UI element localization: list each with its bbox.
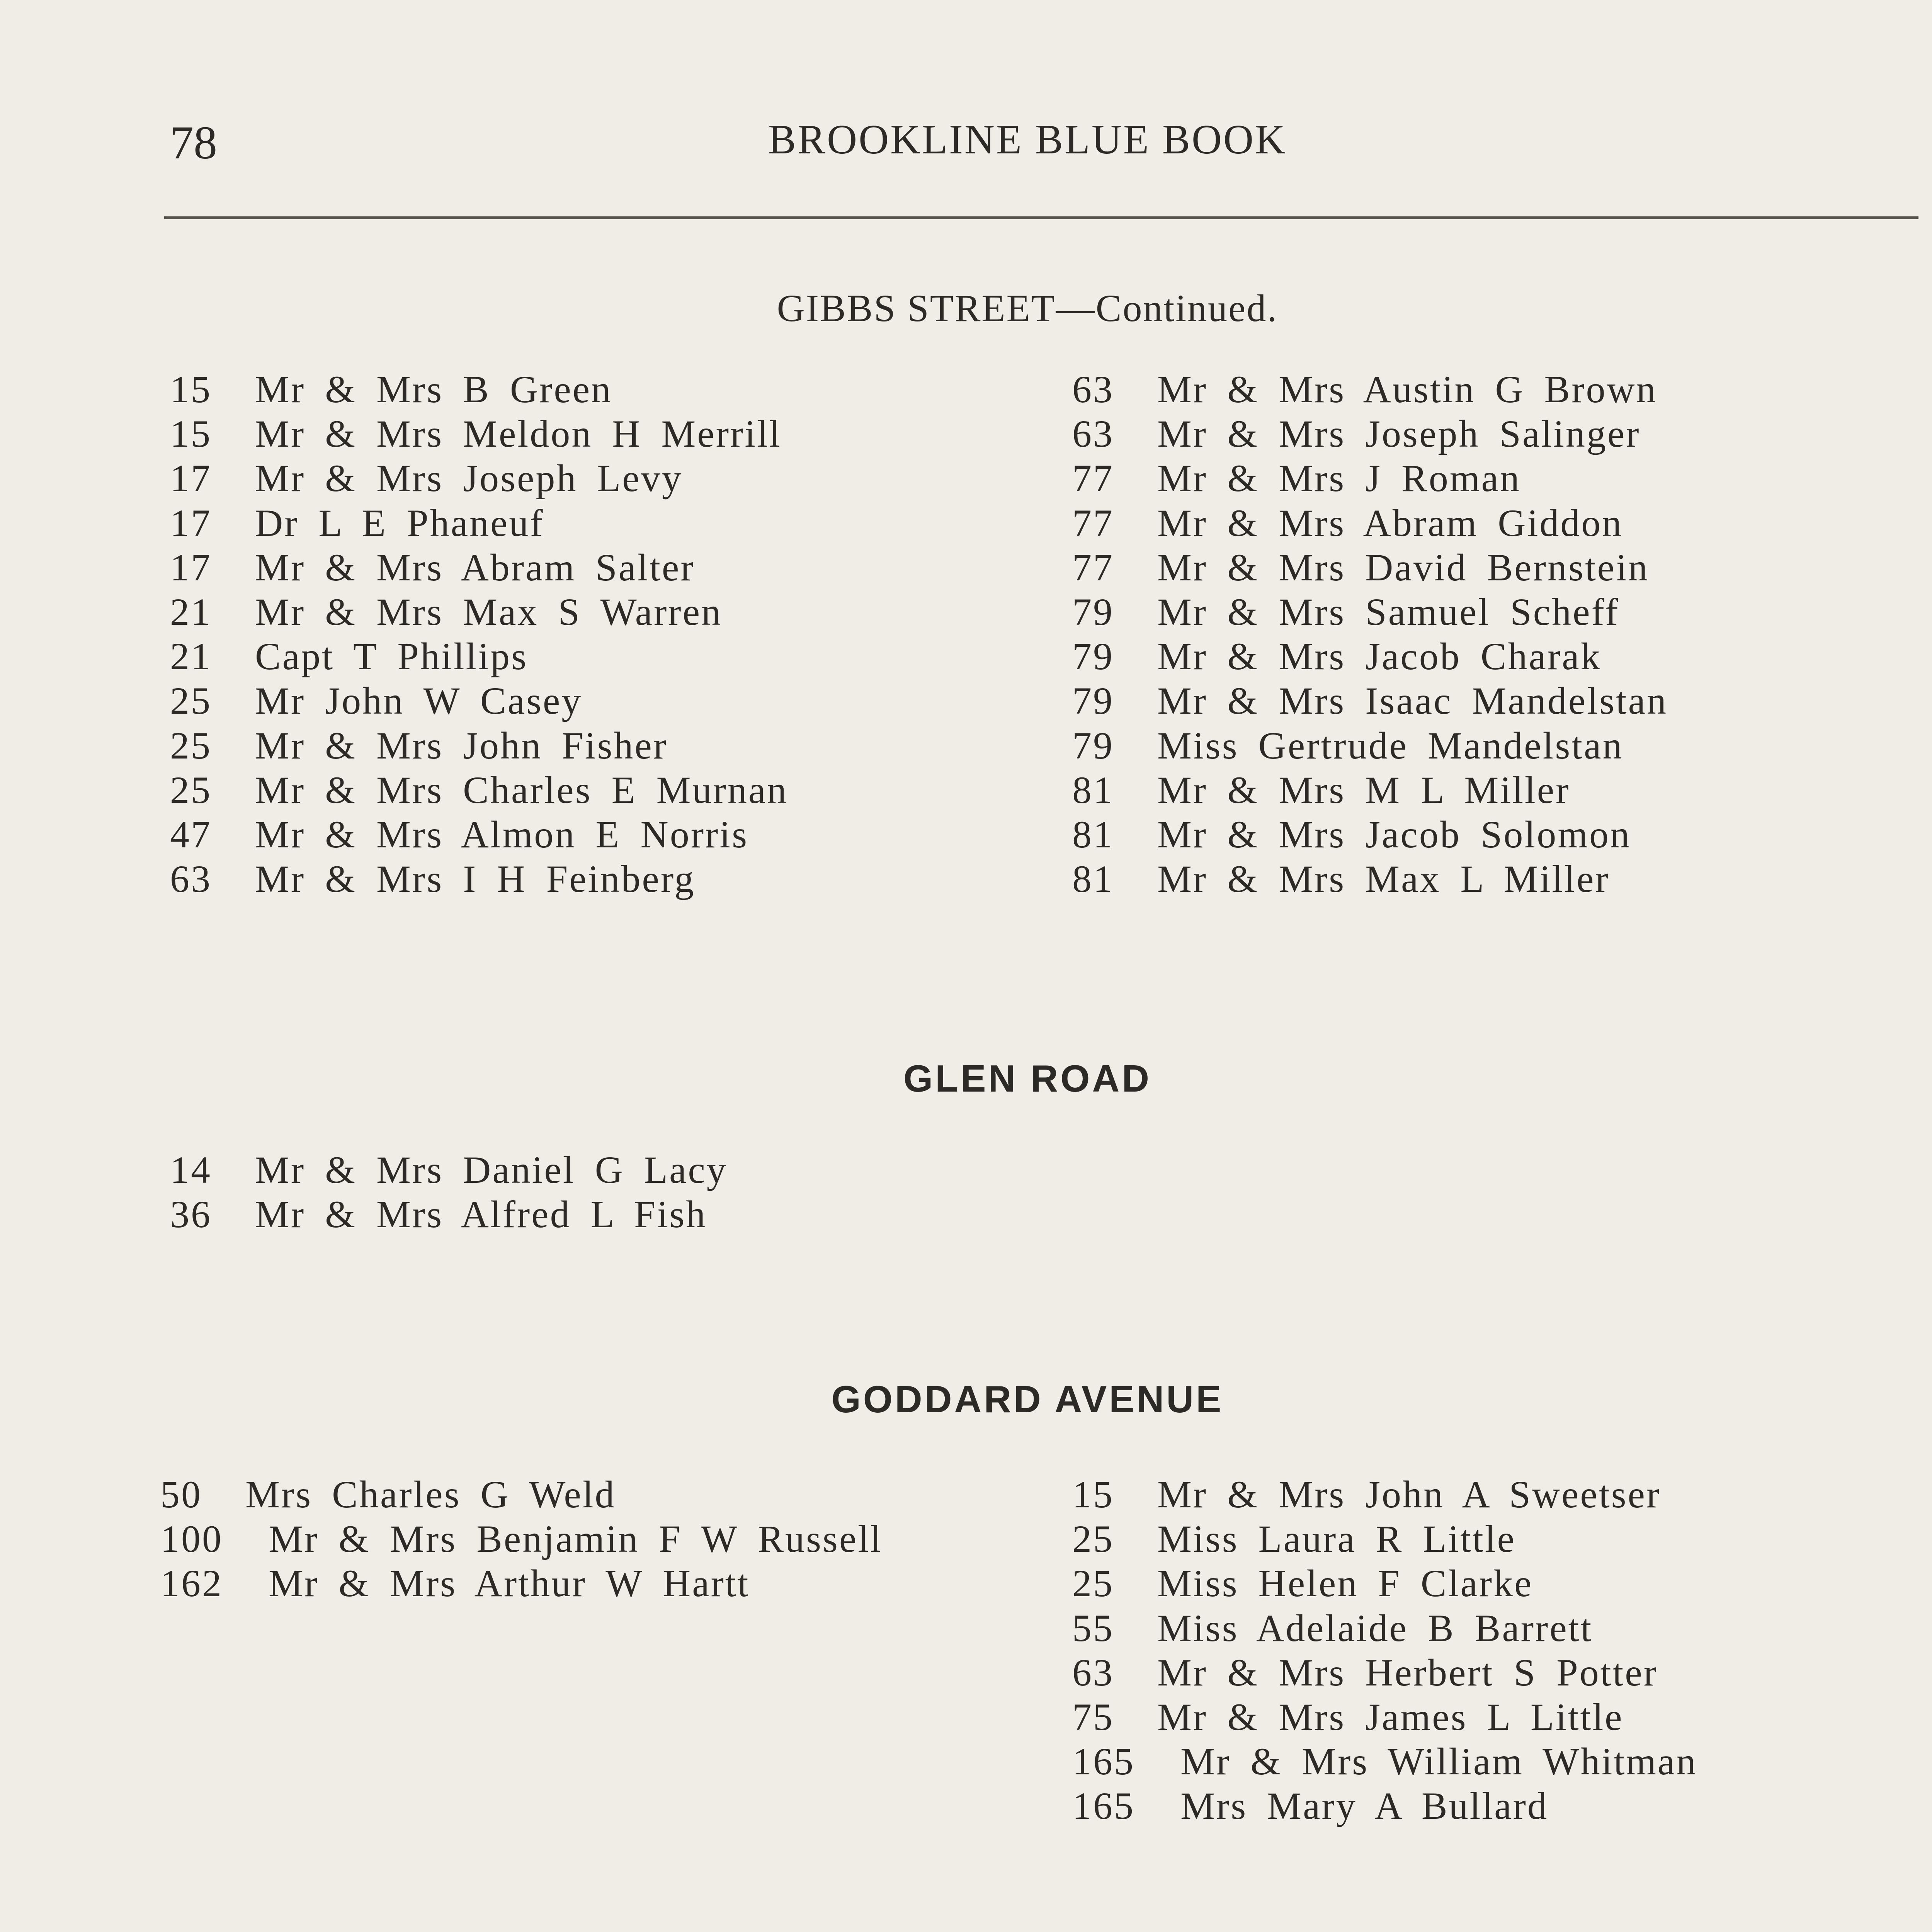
directory-entry — [1072, 1739, 1697, 1784]
house-number: 21 — [170, 590, 212, 633]
glen-road-left-list — [170, 1148, 728, 1236]
header-rule — [164, 216, 1918, 219]
directory-entry — [170, 545, 788, 590]
gibbs-street-left-list — [170, 367, 788, 901]
resident-name: Miss Helen F Clarke — [1157, 1562, 1533, 1605]
house-number: 63 — [1072, 412, 1114, 456]
resident-name: Mrs Mary A Bullard — [1180, 1784, 1548, 1828]
house-number: 75 — [1072, 1695, 1114, 1738]
directory-entry — [1072, 812, 1668, 857]
resident-name: Mr & Mrs Meldon H Merrill — [255, 412, 782, 456]
directory-entry — [170, 634, 788, 679]
directory-entry — [1072, 501, 1668, 545]
house-number: 17 — [170, 457, 212, 500]
house-number: 63 — [1072, 1651, 1114, 1694]
house-number: 79 — [1072, 590, 1114, 633]
house-number: 47 — [170, 813, 212, 856]
directory-entry — [170, 412, 788, 456]
resident-name: Mr & Mrs Max S Warren — [255, 590, 722, 633]
resident-name: Mr & Mrs Abram Salter — [255, 546, 695, 589]
resident-name: Mr & Mrs M L Miller — [1157, 768, 1570, 811]
resident-name: Mr & Mrs Max L Miller — [1157, 857, 1610, 901]
house-number: 77 — [1072, 457, 1114, 500]
resident-name: Miss Adelaide B Barrett — [1157, 1606, 1593, 1650]
gibbs-street-right-list — [1072, 367, 1668, 901]
directory-entry — [1072, 545, 1668, 590]
directory-entry — [170, 812, 788, 857]
section-title-goddard-avenue: GODDARD AVENUE — [831, 1378, 1224, 1420]
directory-entry — [1072, 768, 1668, 812]
directory-entry — [170, 456, 788, 500]
house-number: 63 — [1072, 368, 1114, 411]
directory-entry — [160, 1517, 883, 1561]
house-number: 50 — [160, 1473, 202, 1516]
house-number: 81 — [1072, 857, 1114, 901]
house-number: 15 — [170, 412, 212, 456]
directory-entry — [170, 501, 788, 545]
resident-name: Mr & Mrs James L Little — [1157, 1695, 1624, 1738]
house-number: 17 — [170, 501, 212, 544]
house-number: 55 — [1072, 1606, 1114, 1650]
house-number: 25 — [170, 724, 212, 767]
house-number: 165 — [1072, 1784, 1135, 1828]
house-number: 79 — [1072, 724, 1114, 767]
house-number: 165 — [1072, 1740, 1135, 1783]
directory-entry — [1072, 634, 1668, 679]
resident-name: Mr & Mrs I H Feinberg — [255, 857, 696, 901]
house-number: 100 — [160, 1517, 223, 1561]
resident-name: Mr & Mrs Abram Giddon — [1157, 501, 1623, 544]
section-title-gibbs-street: GIBBS STREET—Continued. — [777, 287, 1278, 330]
page-header-title: BROOKLINE BLUE BOOK — [768, 117, 1287, 163]
house-number: 25 — [170, 679, 212, 723]
directory-entry — [160, 1472, 883, 1517]
directory-entry — [170, 1192, 728, 1236]
resident-name: Mr & Mrs Samuel Scheff — [1157, 590, 1620, 633]
resident-name: Mr & Mrs B Green — [255, 368, 612, 411]
directory-entry — [1072, 367, 1668, 412]
resident-name: Mr & Mrs Almon E Norris — [255, 813, 748, 856]
resident-name: Mr John W Casey — [255, 679, 583, 723]
house-number: 36 — [170, 1193, 212, 1236]
page-number: 78 — [170, 117, 217, 169]
directory-entry — [170, 768, 788, 812]
resident-name: Mrs Charles G Weld — [245, 1473, 616, 1516]
resident-name: Mr & Mrs Austin G Brown — [1157, 368, 1657, 411]
resident-name: Mr & Mrs Herbert S Potter — [1157, 1651, 1658, 1694]
house-number: 25 — [1072, 1562, 1114, 1605]
resident-name: Mr & Mrs David Bernstein — [1157, 546, 1649, 589]
directory-entry — [1072, 1784, 1697, 1828]
resident-name: Mr & Mrs Jacob Solomon — [1157, 813, 1631, 856]
resident-name: Mr & Mrs Charles E Murnan — [255, 768, 788, 811]
house-number: 77 — [1072, 546, 1114, 589]
directory-entry — [1072, 590, 1668, 634]
resident-name: Mr & Mrs Joseph Salinger — [1157, 412, 1641, 456]
resident-name: Mr & Mrs Joseph Levy — [255, 457, 683, 500]
house-number: 63 — [170, 857, 212, 901]
directory-entry — [1072, 723, 1668, 768]
directory-entry — [1072, 679, 1668, 723]
house-number: 81 — [1072, 813, 1114, 856]
resident-name: Miss Gertrude Mandelstan — [1157, 724, 1624, 767]
resident-name: Mr & Mrs J Roman — [1157, 457, 1521, 500]
directory-entry — [1072, 1472, 1697, 1517]
resident-name: Mr & Mrs Alfred L Fish — [255, 1193, 707, 1236]
house-number: 25 — [1072, 1517, 1114, 1561]
house-number: 81 — [1072, 768, 1114, 811]
directory-entry — [1072, 412, 1668, 456]
resident-name: Mr & Mrs Isaac Mandelstan — [1157, 679, 1668, 723]
resident-name: Mr & Mrs John A Sweetser — [1157, 1473, 1661, 1516]
resident-name: Mr & Mrs Arthur W Hartt — [269, 1562, 750, 1605]
directory-entry — [170, 679, 788, 723]
house-number: 21 — [170, 635, 212, 678]
directory-entry — [170, 367, 788, 412]
directory-entry — [1072, 456, 1668, 500]
goddard-avenue-right-list — [1072, 1472, 1697, 1828]
resident-name: Mr & Mrs Benjamin F W Russell — [269, 1517, 883, 1561]
house-number: 162 — [160, 1562, 223, 1605]
house-number: 79 — [1072, 679, 1114, 723]
house-number: 77 — [1072, 501, 1114, 544]
directory-entry — [170, 590, 788, 634]
resident-name: Mr & Mrs Daniel G Lacy — [255, 1148, 728, 1191]
directory-entry — [170, 857, 788, 901]
house-number: 25 — [170, 768, 212, 811]
resident-name: Mr & Mrs Jacob Charak — [1157, 635, 1602, 678]
directory-entry — [1072, 1695, 1697, 1739]
resident-name: Capt T Phillips — [255, 635, 528, 678]
resident-name: Mr & Mrs John Fisher — [255, 724, 668, 767]
directory-entry — [1072, 1650, 1697, 1695]
directory-entry — [1072, 1606, 1697, 1650]
resident-name: Dr L E Phaneuf — [255, 501, 544, 544]
resident-name: Mr & Mrs William Whitman — [1180, 1740, 1697, 1783]
directory-entry — [1072, 1517, 1697, 1561]
resident-name: Miss Laura R Little — [1157, 1517, 1516, 1561]
house-number: 15 — [1072, 1473, 1114, 1516]
directory-entry — [170, 723, 788, 768]
directory-entry — [160, 1561, 883, 1605]
house-number: 79 — [1072, 635, 1114, 678]
house-number: 15 — [170, 368, 212, 411]
section-title-glen-road: GLEN ROAD — [903, 1057, 1151, 1100]
house-number: 14 — [170, 1148, 212, 1191]
goddard-avenue-left-list — [160, 1472, 883, 1606]
directory-entry — [1072, 857, 1668, 901]
house-number: 17 — [170, 546, 212, 589]
directory-entry — [1072, 1561, 1697, 1605]
directory-entry — [170, 1148, 728, 1192]
